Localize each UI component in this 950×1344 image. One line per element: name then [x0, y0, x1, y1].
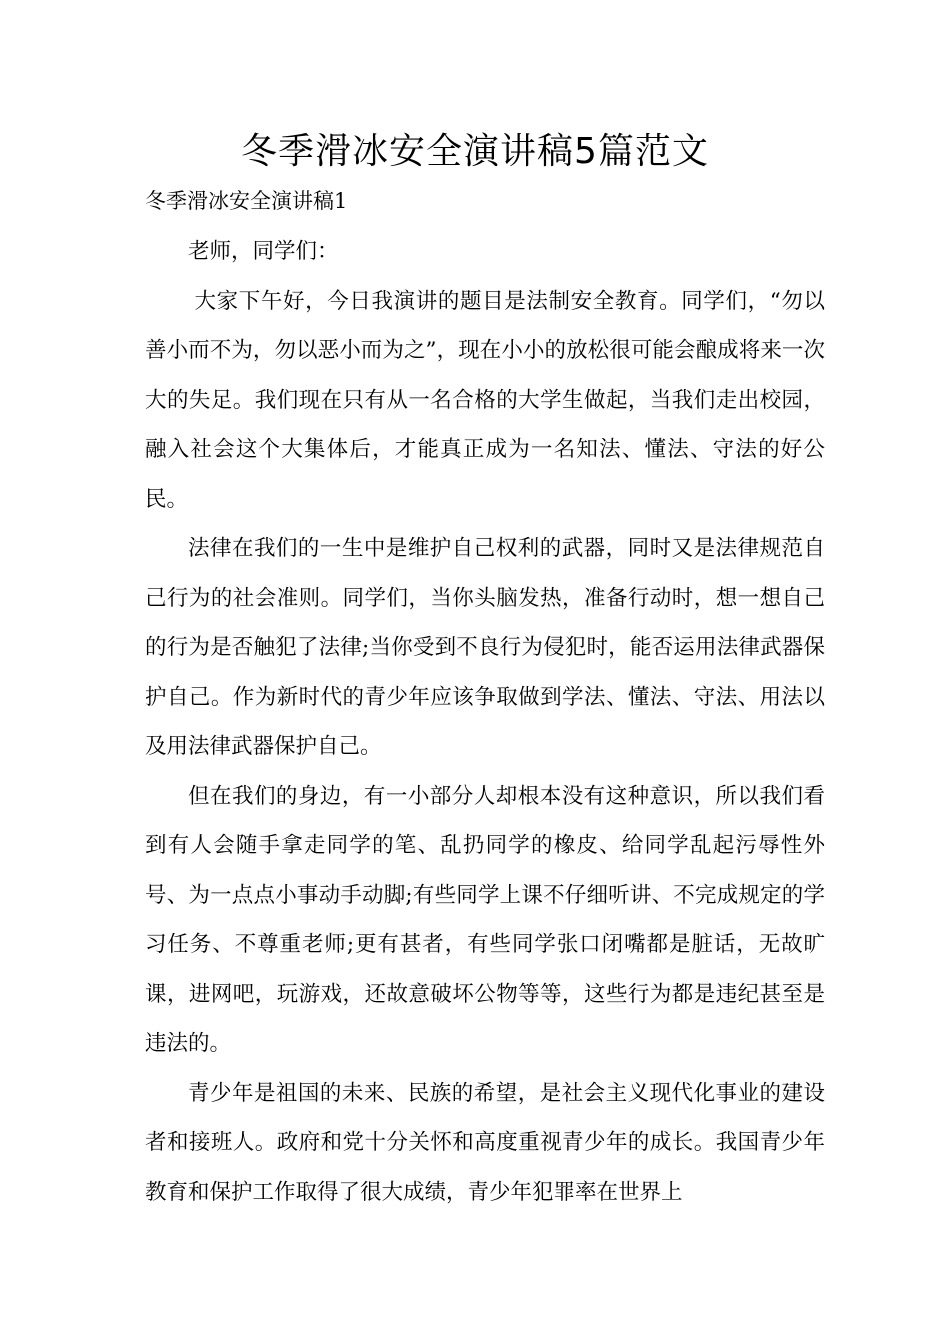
salutation: 老师，同学们： — [188, 239, 339, 264]
paragraph-2: 法律在我们的一生中是维护自己权利的武器，同时又是法律规范自己行为的社会准则。同学们，当你头脑发热，准备行动时，想一想自己的行为是否触犯了法律;当你受到不良行为侵犯时，能否运用法律武器保护自己。作为新时代的青少年应该争取做到学法、懂法、守法、用法以及用法律武器保护自己。 — [145, 536, 825, 759]
paragraph-1: 大家下午好，今日我演讲的题目是法制安全教育。同学们，“勿以善小而不为，勿以恶小而为之”，现在小小的放松很可能会酿成将来一次大的失足。我们现在只有从一名合格的大学生做起，当我们走出校园，融入社会这个大集体后，才能真正成为一名知法、懂法、守法的好公民。 — [145, 288, 825, 512]
document-title: 冬季滑冰安全演讲稿5篇范文 — [241, 131, 709, 172]
document-body — [145, 227, 825, 1217]
speech-subheading: 冬季滑冰安全演讲稿1 — [145, 189, 348, 213]
paragraph-4: 青少年是祖国的未来、民族的希望，是社会主义现代化事业的建设者和接班人。政府和党十分关怀和高度重视青少年的成长。我国青少年教育和保护工作取得了很大成绩，青少年犯罪率在世界上 — [145, 1080, 825, 1205]
paragraph-3: 但在我们的身边，有一小部分人却根本没有这种意识，所以我们看到有人会随手拿走同学的笔、乱扔同学的橡皮、给同学乱起污辱性外号、为一点点小事动手动脚;有些同学上课不仔细听讲、不完成规定的学习任务、不尊重老师;更有甚者，有些同学张口闭嘴都是脏话，无故旷课，进网吧，玩游戏，还故意破坏公物等等，这些行为都是违纪甚至是违法的。 — [145, 783, 825, 1056]
